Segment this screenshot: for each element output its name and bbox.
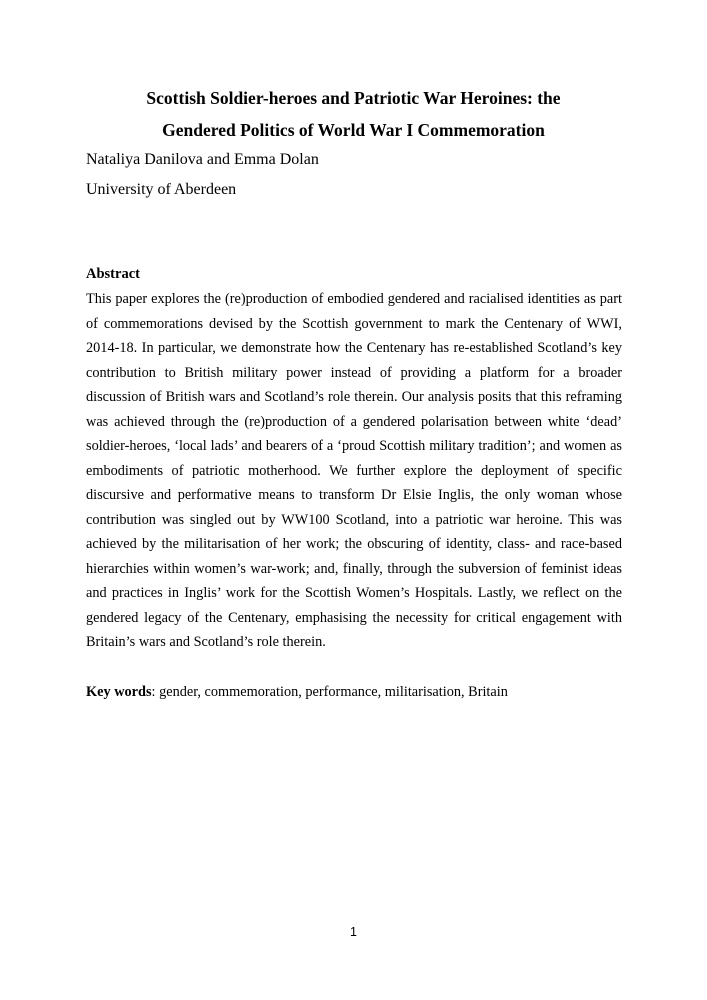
keywords-line [86, 682, 622, 702]
author-affiliation: University of Aberdeen [86, 181, 237, 198]
keywords-label: Key words [86, 684, 152, 700]
author-names: Nataliya Danilova and Emma Dolan [86, 151, 319, 168]
abstract-body: This paper explores the (re)production of embodied gendered and racialised identities as part of commemorations devised by the Scottish government to mark the Centenary of WWI, 2014-18. In particular, we demonstrate how the Centenary has re-established Scotland’s key contribution to British military power instead of providing a platform for a broader discussion of British wars and Scotland’s role therein. Our analysis posits that this reframing was achieved through the (re)production of a gendered polarisation between white ‘dead’ soldier-heroes, ‘local lads’ and bearers of a ‘proud Scottish military tradition’; and women as embodiments of patriotic motherhood. We further explore the deployment of specific discursive and performative means to transform Dr Elsie Inglis, the only woman whose contribution was singled out by WW100 Scotland, into a patriotic war heroine. This was achieved by the militarisation of her work; the obscuring of identity, class- and race-based hierarchies within women’s war-work; and, finally, through the subversion of feminist ideas and practices in Inglis’ work for the Scottish Women’s Hospitals. Lastly, we reflect on the gendered legacy of the Centenary, emphasising the necessity for critical engagement with Britain’s wars and Scotland’s role therein. [86, 291, 622, 650]
keywords-text: gender, commemoration, performance, militarisation, Britain [159, 684, 508, 700]
paper-title-line-1: Scottish Soldier-heroes and Patriotic War Heroines: the [146, 88, 561, 108]
page-number: 1 [350, 925, 357, 939]
abstract-heading: Abstract [86, 266, 140, 282]
paper-title-line-2: Gendered Politics of World War I Commemoration [162, 120, 545, 140]
keywords-separator: : [151, 684, 160, 700]
